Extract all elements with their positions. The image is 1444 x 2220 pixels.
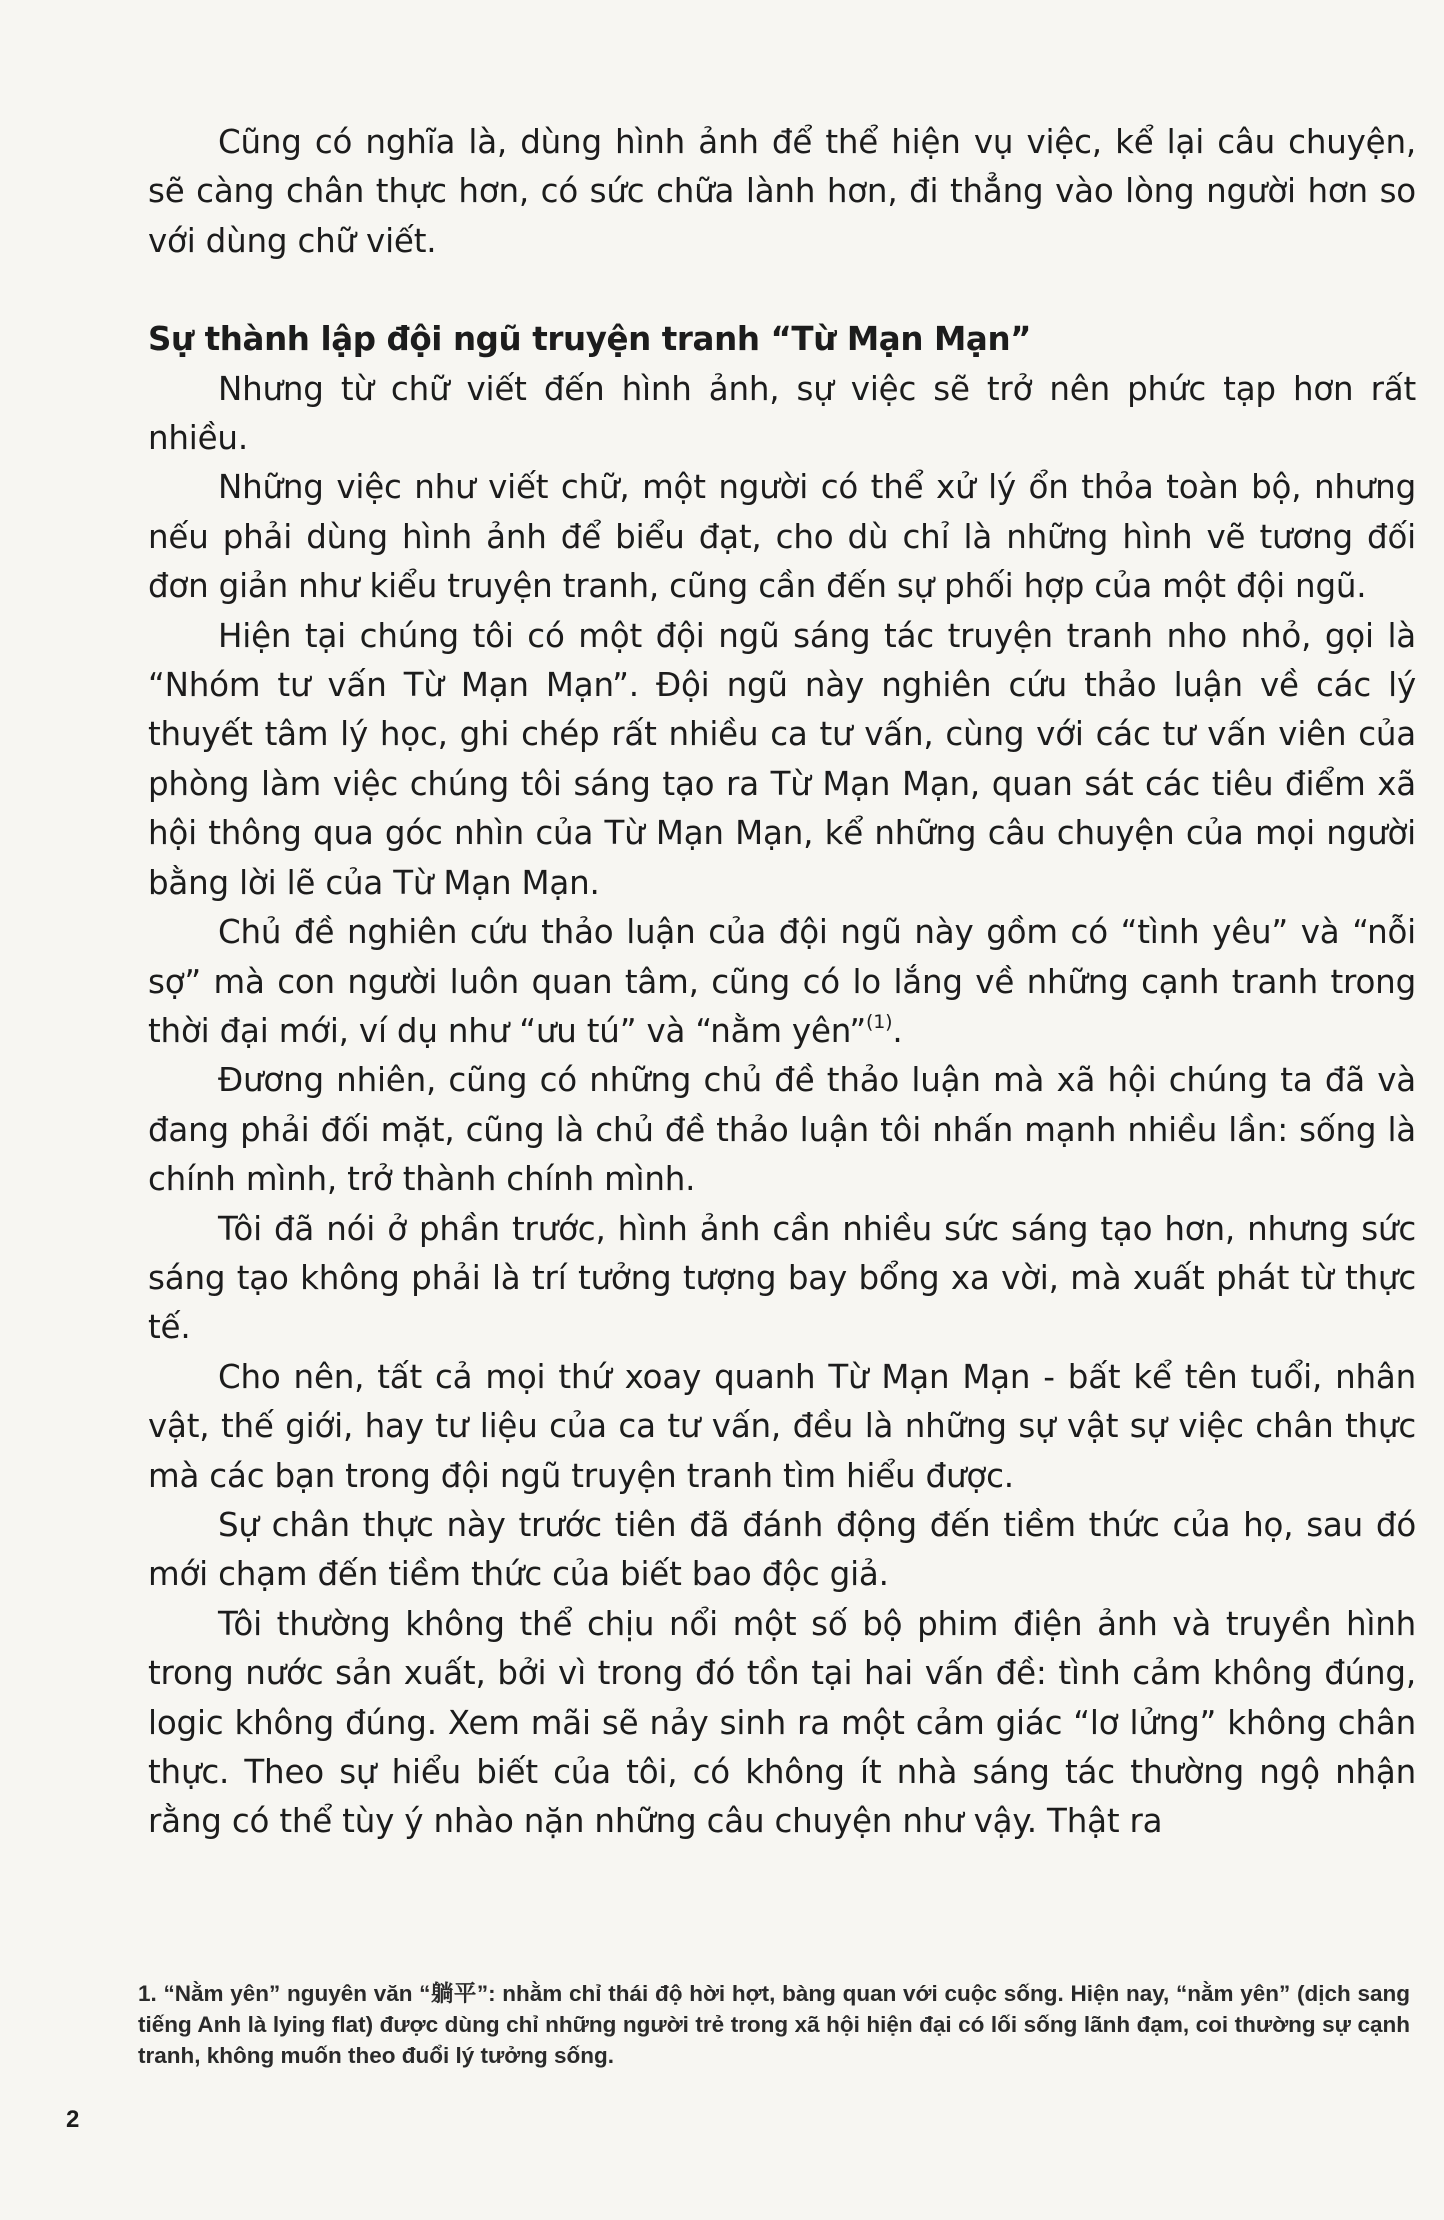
section-heading: Sự thành lập đội ngũ truyện tranh “Từ Mạn Mạn” xyxy=(148,320,1032,359)
paragraph: Tôi thường không thể chịu nổi một số bộ phim điện ảnh và truyền hình trong nước sản xuất, bởi vì trong đó tồn tại hai vấn đề: tình cảm không đúng, logic không đúng. Xem mãi sẽ nảy sinh ra một cảm giác “lơ lửng” không chân thực. Theo sự hiểu biết của tôi, có không ít nhà sáng tác thường ngộ nhận rằng có thể tùy ý nhào nặn những câu chuyện như vậy. Thật ra xyxy=(148,1604,1416,1841)
paragraph xyxy=(148,908,1416,1056)
paragraph: Sự chân thực này trước tiên đã đánh động đến tiềm thức của họ, sau đó mới chạm đến tiềm thức của biết bao độc giả. xyxy=(148,1505,1416,1594)
paragraph: Cũng có nghĩa là, dùng hình ảnh để thể hiện vụ việc, kể lại câu chuyện, sẽ càng chân thực hơn, có sức chữa lành hơn, đi thẳng vào lòng người hơn so với dùng chữ viết. xyxy=(148,123,1416,260)
paragraph: Cho nên, tất cả mọi thứ xoay quanh Từ Mạn Mạn - bất kể tên tuổi, nhân vật, thế giới, hay tư liệu của ca tư vấn, đều là những sự vật sự việc chân thực mà các bạn trong đội ngũ truyện tranh tìm hiểu được. xyxy=(148,1357,1416,1495)
main-text xyxy=(148,118,1416,1847)
paragraph: Nhưng từ chữ viết đến hình ảnh, sự việc sẽ trở nên phức tạp hơn rất nhiều. xyxy=(148,369,1416,458)
paragraph-period: . xyxy=(892,1011,903,1050)
paragraph: Hiện tại chúng tôi có một đội ngũ sáng tác truyện tranh nho nhỏ, gọi là “Nhóm tư vấn Từ Mạn Mạn”. Đội ngũ này nghiên cứu thảo luận về các lý thuyết tâm lý học, ghi chép rất nhiều ca tư vấn, cùng với các tư vấn viên của phòng làm việc chúng tôi sáng tạo ra Từ Mạn Mạn, quan sát các tiêu điểm xã hội thông qua góc nhìn của Từ Mạn Mạn, kể những câu chuyện của mọi người bằng lời lẽ của Từ Mạn Mạn. xyxy=(148,616,1416,902)
paragraph: Những việc như viết chữ, một người có thể xử lý ổn thỏa toàn bộ, nhưng nếu phải dùng hình ảnh để biểu đạt, cho dù chỉ là những hình vẽ tương đối đơn giản như kiểu truyện tranh, cũng cần đến sự phối hợp của một đội ngũ. xyxy=(148,468,1416,606)
paragraph-text: Chủ đề nghiên cứu thảo luận của đội ngũ này gồm có “tình yêu” và “nỗi sợ” mà con người luôn quan tâm, cũng có lo lắng về những cạnh tranh trong thời đại mới, ví dụ như “ưu tú” và “nằm yên” xyxy=(148,913,1416,1050)
footnote-reference: (1) xyxy=(866,1010,893,1033)
footnote: 1. “Nằm yên” nguyên văn “躺平”: nhằm chỉ thái độ hời hợt, bàng quan với cuộc sống. Hiện nay, “nằm yên” (dịch sang tiếng Anh là lying flat) được dùng chỉ những người trẻ trong xã hội hiện đại có lối sống lãnh đạm, coi thường sự cạnh tranh, không muốn theo đuổi lý tưởng sống. xyxy=(138,1981,1410,2068)
paragraph: Tôi đã nói ở phần trước, hình ảnh cần nhiều sức sáng tạo hơn, nhưng sức sáng tạo không phải là trí tưởng tượng bay bổng xa vời, mà xuất phát từ thực tế. xyxy=(148,1209,1416,1347)
page-number: 2 xyxy=(66,2106,80,2133)
paragraph: Đương nhiên, cũng có những chủ đề thảo luận mà xã hội chúng ta đã và đang phải đối mặt, cũng là chủ đề thảo luận tôi nhấn mạnh nhiều lần: sống là chính mình, trở thành chính mình. xyxy=(148,1061,1416,1199)
